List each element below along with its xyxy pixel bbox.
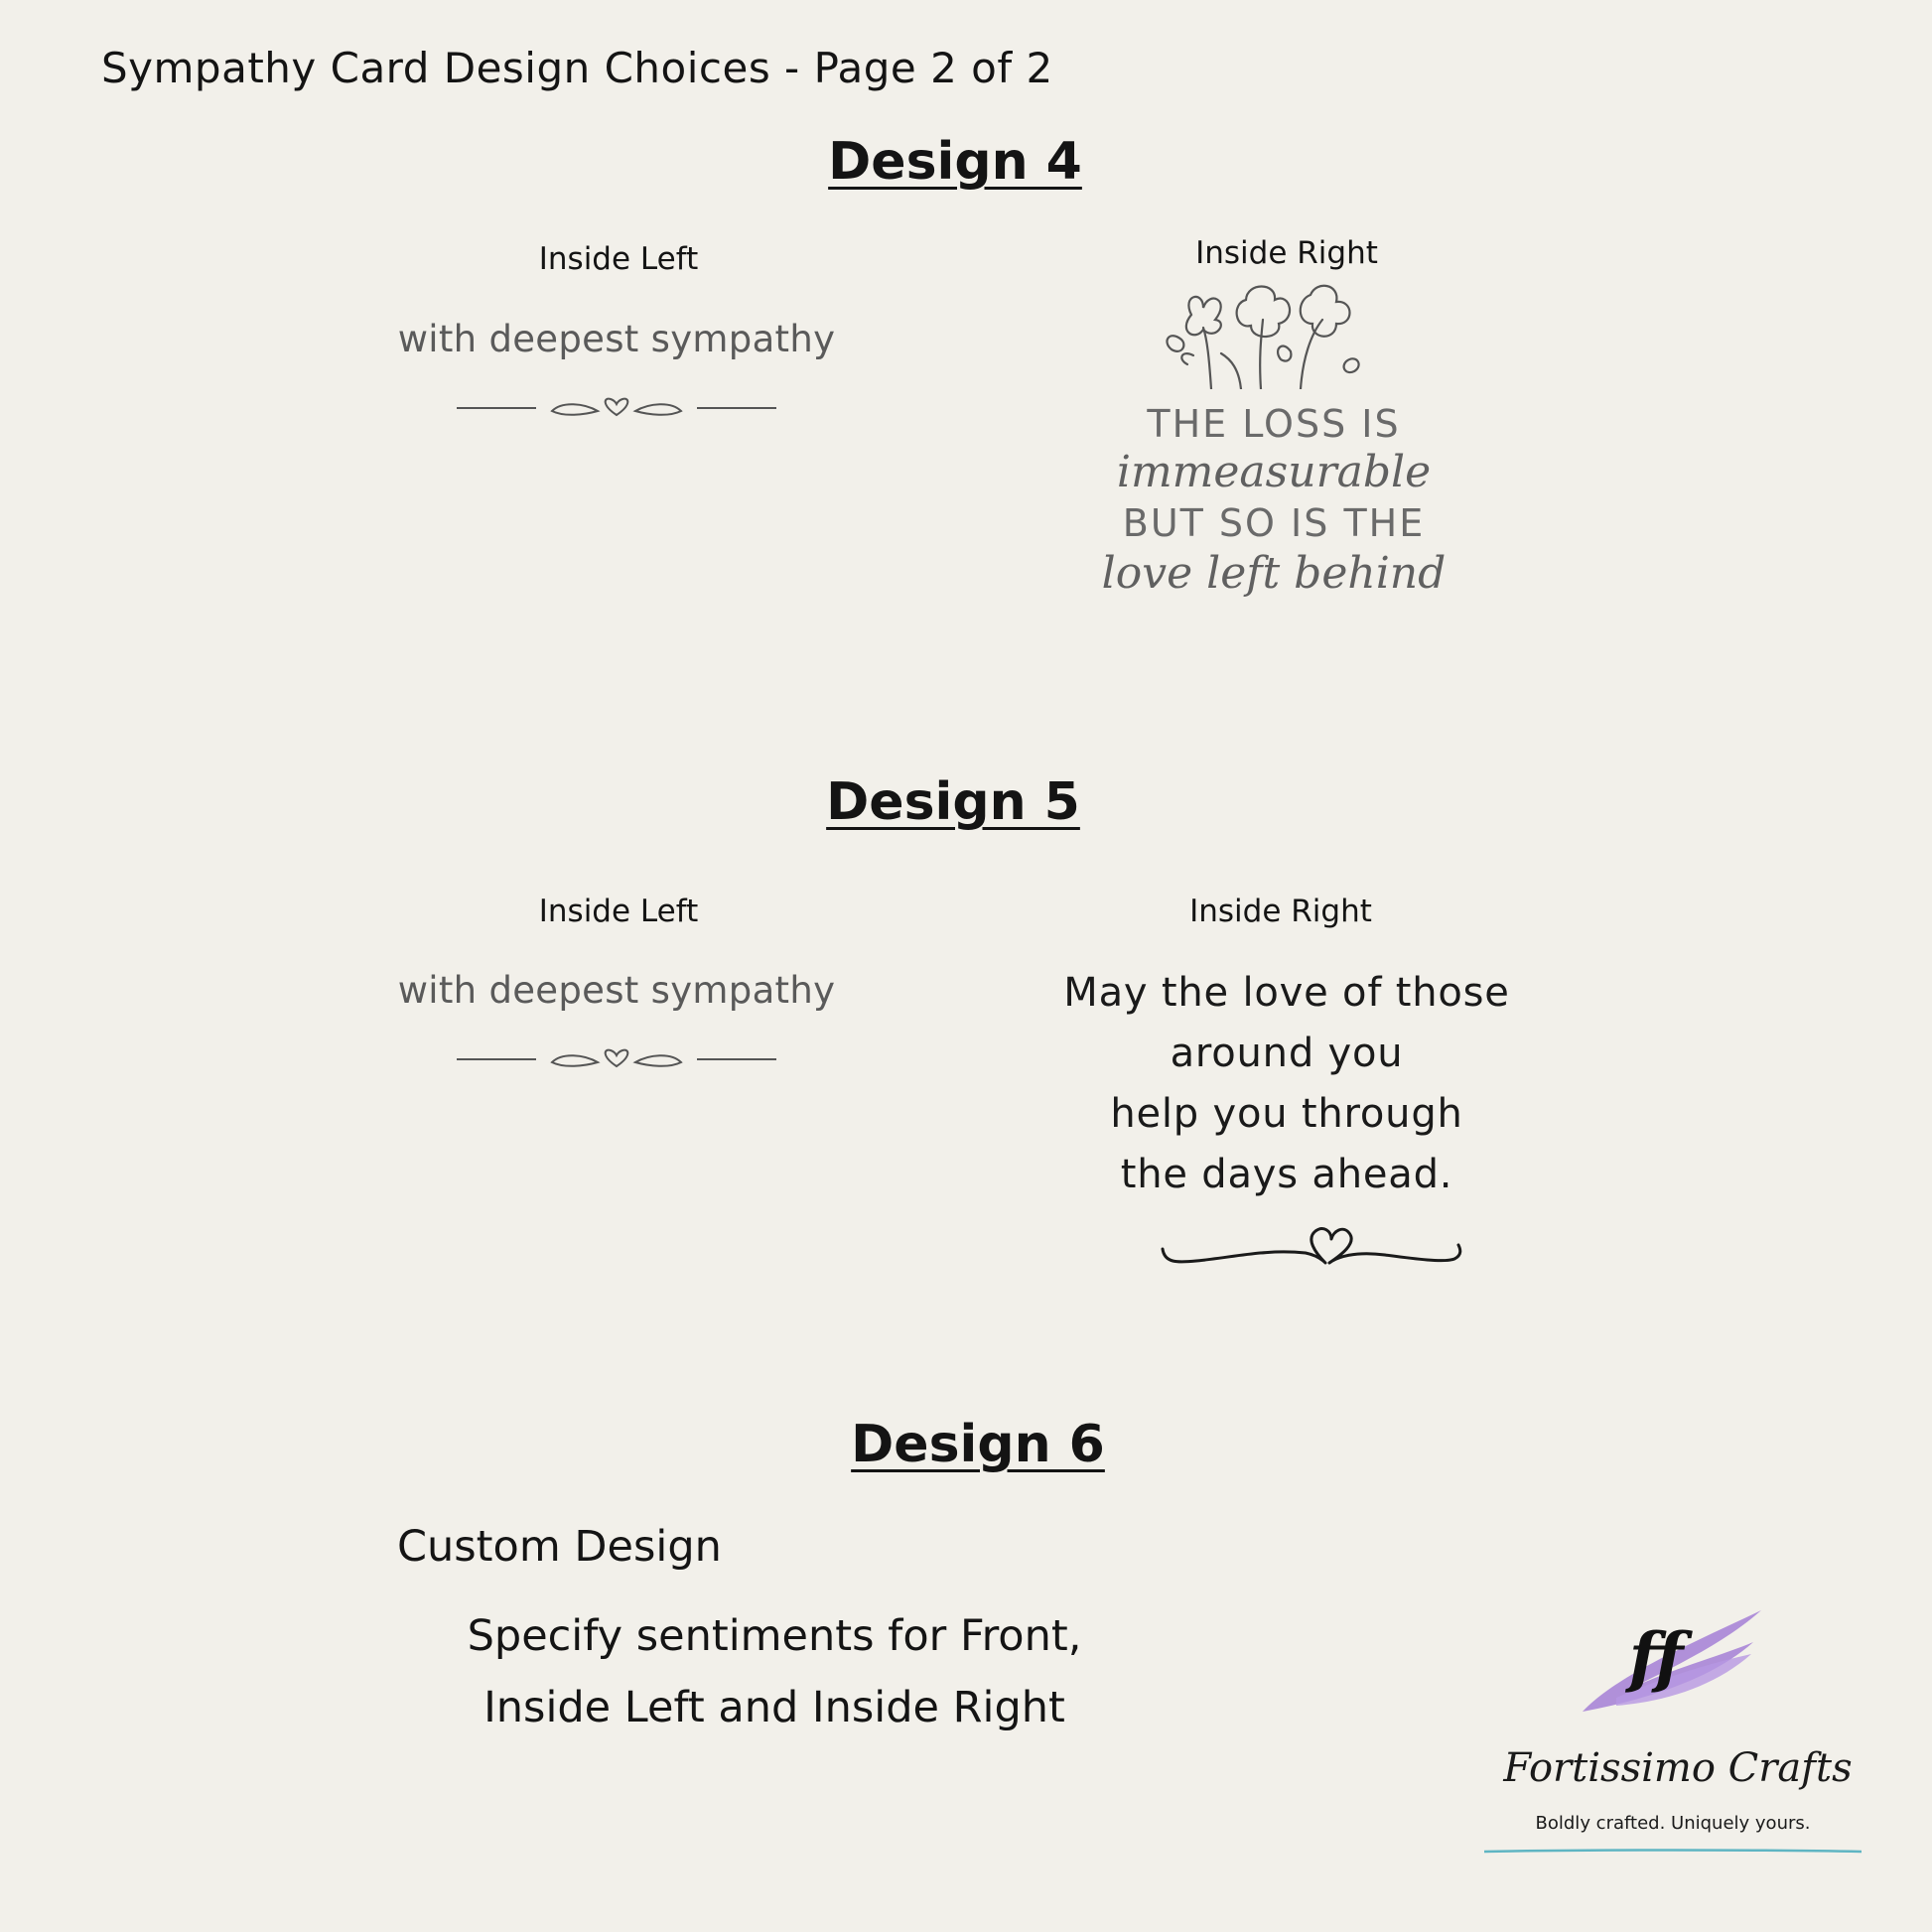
design-4-inside-left-sentiment: with deepest sympathy [397, 318, 836, 360]
design-6-heading: Design 6 [851, 1415, 1105, 1474]
design-4-inside-right-label: Inside Right [1195, 235, 1378, 271]
verse-line-2: around you [1170, 1031, 1404, 1076]
flowers-illustration-icon [1152, 280, 1400, 389]
design-4-flourish-divider [453, 395, 780, 421]
quote-line-2: immeasurable [1116, 447, 1432, 497]
design-4-heading: Design 4 [828, 132, 1082, 192]
brand-tagline: Boldly crafted. Uniquely yours. [1535, 1813, 1811, 1834]
design-5-inside-left-sentiment: with deepest sympathy [397, 969, 836, 1012]
design-5-heading: Design 5 [826, 772, 1080, 832]
design-4-inside-right-quote [1065, 402, 1482, 599]
brand-underline [1484, 1849, 1862, 1855]
verse-line-4: the days ahead. [1120, 1152, 1453, 1197]
brand-name: Fortissimo Crafts [1503, 1745, 1853, 1791]
design-4-inside-left-label: Inside Left [538, 241, 699, 277]
quote-line-3: BUT SO IS THE [1122, 501, 1426, 545]
heart-swirl-divider-icon [1157, 1219, 1466, 1275]
design-5-inside-right-verse [1063, 963, 1509, 1205]
custom-design-title: Custom Design [397, 1522, 722, 1572]
verse-line-3: help you through [1110, 1091, 1463, 1137]
custom-line-2: Inside Left and Inside Right [483, 1683, 1065, 1732]
custom-design-description [468, 1600, 1082, 1743]
quote-line-4: love left behind [1101, 548, 1447, 599]
design-5-inside-left-label: Inside Left [538, 894, 699, 929]
quote-line-1: THE LOSS IS [1147, 402, 1401, 446]
verse-line-1: May the love of those [1063, 970, 1510, 1016]
design-5-inside-right-label: Inside Right [1189, 894, 1372, 929]
page-title: Sympathy Card Design Choices - Page 2 of 2 [101, 44, 1053, 92]
custom-line-1: Specify sentiments for Front, [467, 1611, 1082, 1661]
design-5-flourish-divider [453, 1046, 780, 1072]
brand-monogram: ff [1628, 1618, 1684, 1696]
